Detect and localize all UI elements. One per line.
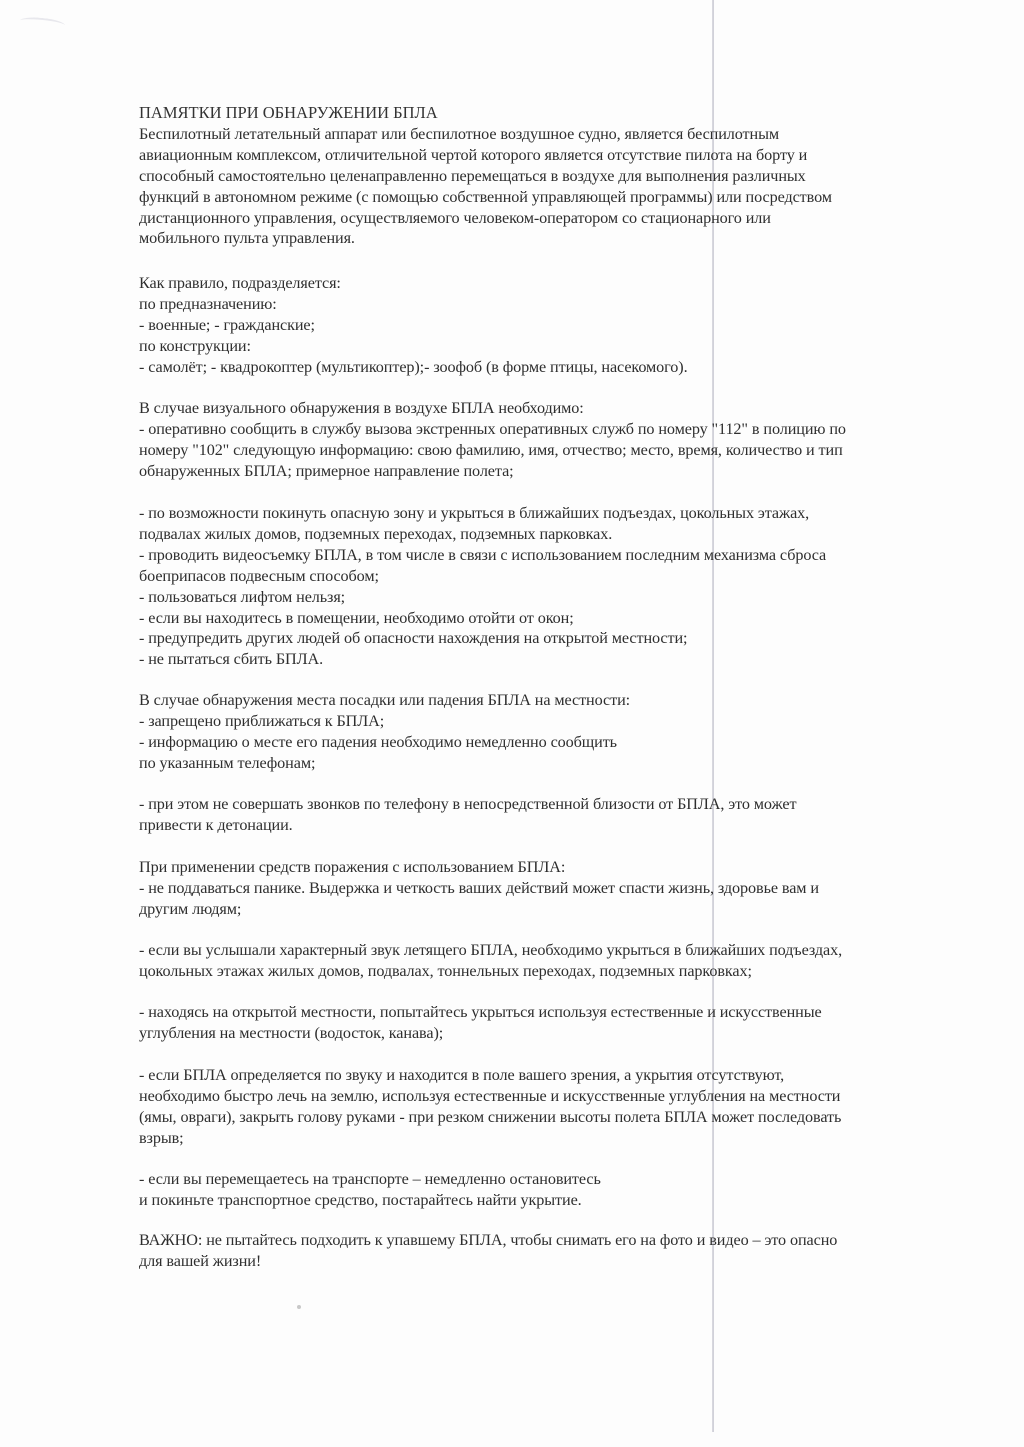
- instruction-line: - если вы перемещаетесь на транспорте – немедленно остановитесь: [139, 1170, 601, 1188]
- scan-dust-dot: [297, 1305, 301, 1309]
- instruction-line: боеприпасов подвесным способом;: [139, 566, 379, 585]
- landing-section: [139, 690, 949, 774]
- instruction-line: и покиньте транспортное средство, постарайтесь найти укрытие.: [139, 1190, 582, 1209]
- important-warning-line: ВАЖНО: не пытайтесь подходить к упавшему БПЛА, чтобы снимать его на фото и видео – это опасно: [139, 1231, 838, 1249]
- instruction-line: - если вы находитесь в помещении, необходимо отойти от окон;: [139, 608, 574, 627]
- section-heading: При применении средств поражения с использованием БПЛА:: [139, 858, 566, 876]
- instruction-line: углубления на местности (водосток, канава);: [139, 1023, 444, 1042]
- visual-actions-section: [139, 503, 949, 670]
- section-heading: В случае визуального обнаружения в воздухе БПЛА необходимо:: [139, 399, 584, 417]
- intro-line: дистанционного управления, осуществляемого человеком-оператором со стационарного или: [139, 208, 771, 227]
- instruction-line: - не пытаться сбить БПЛА.: [139, 650, 324, 669]
- intro-line: мобильного пульта управления.: [139, 229, 355, 248]
- instruction-line: необходимо быстро лечь на землю, используя естественные и искусственные углубления на местности: [139, 1086, 841, 1105]
- instruction-line: по указанным телефонам;: [139, 753, 316, 772]
- intro-line: способный самостоятельно целенаправленно перемещаться в воздухе для выполнения различных: [139, 166, 806, 185]
- attack-open-section: [139, 1002, 949, 1044]
- instruction-line: - пользоваться лифтом нельзя;: [139, 587, 346, 606]
- instruction-line: - если вы услышали характерный звук летящего БПЛА, необходимо укрыться в ближайших подъездах,: [139, 941, 843, 959]
- instruction-line: - если БПЛА определяется по звуку и находится в поле вашего зрения, а укрытия отсутствуют,: [139, 1066, 785, 1084]
- instruction-line: - при этом не совершать звонков по телефону в непосредственной близости от БПЛА, это может: [139, 795, 797, 813]
- instruction-line: подвалах жилых домов, подземных переходах, подземных парковках.: [139, 524, 613, 543]
- classification-line: - военные; - гражданские;: [139, 315, 315, 334]
- instruction-line: цокольных этажах жилых домов, подвалах, тоннельных переходах, подземных парковках;: [139, 961, 752, 980]
- intro-section: [139, 103, 949, 249]
- attack-transport-section: [139, 1169, 949, 1211]
- section-heading: В случае обнаружения места посадки или падения БПЛА на местности:: [139, 691, 631, 709]
- classification-line: - самолёт; - квадрокоптер (мультикоптер);- зоофоб (в форме птицы, насекомого).: [139, 357, 688, 376]
- attack-visible-section: [139, 1065, 949, 1149]
- intro-line: авиационным комплексом, отличительной чертой которого является отсутствие пилота на борту и: [139, 145, 808, 164]
- instruction-line: - оперативно сообщить в службу вызова экстренных оперативных служб по номеру "112" в полицию по: [139, 419, 846, 438]
- document-title: ПАМЯТКИ ПРИ ОБНАРУЖЕНИИ БПЛА: [139, 103, 438, 122]
- classification-section: [139, 273, 949, 378]
- instruction-line: (ямы, овраги), закрыть голову руками - при резком снижении высоты полета БПЛА может последовать: [139, 1107, 842, 1126]
- scan-artifact: [20, 16, 66, 31]
- instruction-line: - проводить видеосъемку БПЛА, в том числе в связи с использованием последним механизма сброса: [139, 545, 827, 564]
- landing-note-section: [139, 794, 949, 836]
- intro-line: Беспилотный летательный аппарат или беспилотное воздушное судно, является беспилотным: [139, 124, 780, 143]
- attack-sound-section: [139, 940, 949, 982]
- instruction-line: обнаруженных БПЛА; примерное направление полета;: [139, 461, 514, 480]
- important-warning-line: для вашей жизни!: [139, 1251, 262, 1270]
- visual-detection-section: [139, 398, 949, 482]
- attack-section: [139, 857, 949, 920]
- instruction-line: - находясь на открытой местности, попытайтесь укрыться используя естественные и искусственные: [139, 1003, 822, 1021]
- intro-line: функций в автономном режиме (с помощью собственной управляющей программы) или посредством: [139, 187, 832, 206]
- instruction-line: - информацию о месте его падения необходимо немедленно сообщить: [139, 732, 617, 751]
- instruction-line: - по возможности покинуть опасную зону и укрыться в ближайших подъездах, цокольных этажах,: [139, 504, 810, 522]
- instruction-line: номеру "102" следующую информацию: свою фамилию, имя, отчество; место, время, количество и тип: [139, 440, 843, 459]
- instruction-line: другим людям;: [139, 899, 242, 918]
- classification-line: по конструкции:: [139, 336, 251, 355]
- instruction-line: - запрещено приближаться к БПЛА;: [139, 711, 385, 730]
- instruction-line: - не поддаваться панике. Выдержка и четкость ваших действий может спасти жизнь, здоровье вам и: [139, 878, 819, 897]
- instruction-line: привести к детонации.: [139, 815, 293, 834]
- classification-line: по предназначению:: [139, 294, 277, 313]
- classification-line: Как правило, подразделяется:: [139, 274, 341, 292]
- instruction-line: взрыв;: [139, 1128, 184, 1147]
- instruction-line: - предупредить других людей об опасности нахождения на открытой местности;: [139, 629, 688, 648]
- important-warning-section: [139, 1230, 949, 1272]
